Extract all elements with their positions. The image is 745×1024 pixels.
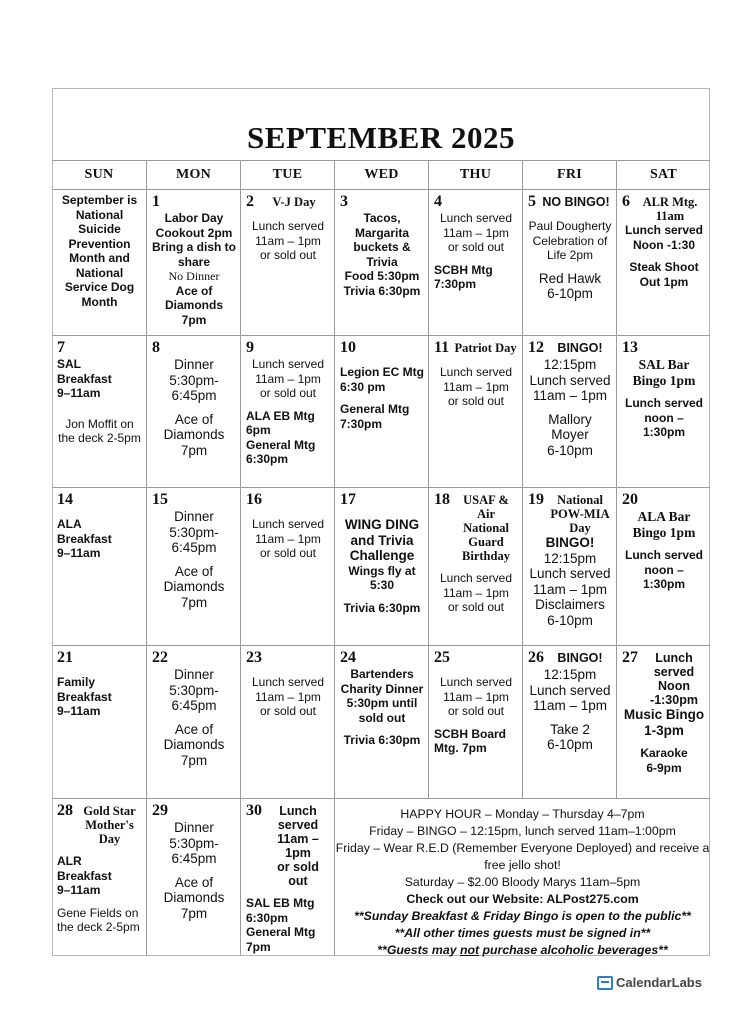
day-cell-header [340,193,424,211]
day-cell [146,487,240,645]
day-event-text: Dinner 5:30pm- 6:45pm [169,357,219,403]
day-event-text: Take 2 6-10pm [547,721,593,752]
day-event-text: Dinner 5:30pm- 6:45pm [169,509,219,555]
notes-box [334,798,710,956]
day-event-text: Lunch served 11am – 1pm or sold out [251,357,325,400]
spacer [57,409,142,417]
spacer [622,252,706,260]
day-cell-header [152,193,236,211]
day-event-title: Lunch served Noon -1:30pm [650,651,698,707]
day-cell-header [57,649,142,667]
spacer [57,846,142,854]
day-number: 29 [152,802,168,819]
day-cell-header [246,491,330,509]
spacer [246,667,330,675]
day-number: 24 [340,649,356,666]
spacer [246,888,330,896]
day-cell [428,189,522,335]
day-number: 22 [152,649,168,666]
day-cell [522,487,616,645]
day-cell-header [246,193,330,211]
spacer [152,867,236,875]
note-friday-red: Friday – Wear R.E.D (Remember Everyone Deployed) and receive a free jello shot! [335,841,710,872]
day-cell [616,335,710,487]
day-cell [334,645,428,798]
day-cell-header [622,339,706,357]
day-number: 4 [434,193,442,210]
day-cell-header [528,339,612,357]
day-event-text: 12:15pm Lunch served 11am – 1pm [529,357,611,403]
spacer [434,563,518,571]
spacer [152,714,236,722]
day-cell [240,487,334,645]
day-cell-header [622,193,706,223]
day-event-text: 12:15pm Lunch served 11am – 1pm [529,667,611,713]
day-cell [334,335,428,487]
day-event-text: Karaoke 6-9pm [640,746,688,775]
day-header-wed: WED [334,160,428,189]
day-event-text: Legion EC Mtg 6:30 pm [340,365,424,394]
day-event-text: Dinner 5:30pm- 6:45pm [169,667,219,713]
calendar-icon [597,976,613,990]
day-cell-header [246,649,330,667]
day-header-fri: FRI [522,160,616,189]
day-event-title: National POW-MIA Day [550,493,610,535]
day-number: 1 [152,193,160,210]
day-event-text: Lunch served noon – 1:30pm [624,548,704,591]
day-number: 28 [57,802,73,819]
spacer [434,719,518,727]
day-cell [616,487,710,645]
day-cell [428,335,522,487]
day-header-mon: MON [146,160,240,189]
day-number: 27 [622,649,638,666]
day-event-text: Dinner 5:30pm- 6:45pm [169,820,219,866]
spacer [434,667,518,675]
day-event-text: Lunch served 11am – 1pm or sold out [251,517,325,560]
day-header-sun: SUN [52,160,146,189]
day-event-text: ALR Breakfast 9–11am [57,854,112,897]
day-cell-header [434,491,518,563]
day-event-text: Gene Fields on the deck 2-5pm [57,905,140,934]
day-header-thu: THU [428,160,522,189]
day-event-text: Trivia 6:30pm [343,600,421,615]
spacer [340,394,424,402]
day-cell-header [434,193,518,211]
day-event-text: Lunch served 11am – 1pm or sold out [439,571,513,614]
day-cell-header [622,649,706,707]
day-event-text: September is National Suicide Prevention Month and National Service Dog Month [61,193,138,309]
spacer [434,255,518,263]
day-cell [52,645,146,798]
day-number: 15 [152,491,168,508]
day-cell [146,335,240,487]
day-cell-header [246,802,330,888]
day-event-text: Ace of Diamonds 7pm [163,411,225,458]
spacer [622,738,706,746]
spacer [434,357,518,365]
day-cell [428,645,522,798]
day-cell [616,645,710,798]
day-cell-header [434,339,518,357]
day-cell-header [528,649,612,667]
note-guests-signed: **All other times guests must be signed in** [394,926,651,940]
day-event-text: Music Bingo 1-3pm [623,707,705,738]
day-event-text: Lunch served 11am – 1pm or sold out [439,675,513,718]
day-cell-header [57,339,142,357]
day-event-text: Lunch served 11am – 1pm or sold out [251,675,325,718]
day-cell [240,189,334,335]
day-cell-header [152,802,236,820]
day-event-title: Lunch served 11am – 1pm or sold out [277,804,319,888]
day-event-title: ALR Mtg. 11am [642,195,698,223]
day-event-text: Ace of Diamonds 7pm [163,563,225,610]
day-number: 30 [246,802,262,819]
day-event-text: Lunch served 11am – 1pm or sold out [439,365,513,408]
day-cell-header [57,491,142,509]
day-number: 8 [152,339,160,356]
day-cell-header [340,649,424,667]
spacer [57,401,142,409]
day-cell-header [152,339,236,357]
day-event-text: Family Breakfast 9–11am [57,675,112,718]
day-event-text: Ace of Diamonds 7pm [164,283,223,327]
note-guests-suffix: purchase alcoholic beverages** [479,943,668,957]
note-guests-prefix: **Guests may [377,943,460,957]
day-number: 7 [57,339,65,356]
day-cell-header [528,491,612,535]
day-cell [240,335,334,487]
day-event-title: BINGO! [557,341,603,355]
day-event-text: ALA EB Mtg 6pm General Mtg 6:30pm [246,408,316,466]
day-number: 12 [528,339,544,356]
day-cell-header [57,802,142,846]
spacer [528,211,612,219]
spacer [57,509,142,517]
day-cell [146,798,240,956]
spacer [246,401,330,409]
day-event-text: Lunch served Noon -1:30 [624,223,704,252]
day-event-text: SAL EB Mtg 6:30pm General Mtg 7pm [246,896,316,954]
day-event-text: WING DING and Trivia Challenge [344,517,420,563]
day-event-text: SAL Bar Bingo 1pm [632,357,696,388]
day-number: 17 [340,491,356,508]
day-event-text: BINGO! [545,535,595,550]
spacer [340,509,424,517]
day-event-text: Lunch served 11am – 1pm or sold out [439,211,513,254]
day-event-title: USAF & Air National Guard Birthday [462,493,510,563]
day-cell [522,645,616,798]
day-cell-header [152,491,236,509]
day-cell-header [340,339,424,357]
day-event-text: Steak Shoot Out 1pm [629,260,699,289]
day-number: 20 [622,491,638,508]
day-event-text: Wings fly at 5:30 [348,563,416,592]
spacer [246,211,330,219]
day-cell-header [528,193,612,211]
note-saturday: Saturday – $2.00 Bloody Marys 11am–5pm [404,875,641,889]
day-number: 25 [434,649,450,666]
day-event-text: SCBH Mtg 7:30pm [434,262,493,291]
day-header-sat: SAT [616,160,710,189]
day-cell-header [622,491,706,509]
day-number: 3 [340,193,348,210]
spacer [528,404,612,412]
day-cell [52,487,146,645]
day-cell-header [152,649,236,667]
spacer [622,540,706,548]
spacer [152,556,236,564]
day-cell [428,487,522,645]
day-number: 10 [340,339,356,356]
day-number: 19 [528,491,544,508]
note-guests-alcohol [335,942,710,959]
day-event-text: Lunch served 11am – 1pm or sold out [251,219,325,262]
day-event-title: NO BINGO! [542,195,610,209]
spacer [57,898,142,906]
note-guests-not: not [459,943,480,957]
day-cell [616,189,710,335]
day-event-text: Jon Moffit on the deck 2-5pm [58,416,141,445]
spacer [152,404,236,412]
day-number: 18 [434,491,450,508]
day-cell [52,335,146,487]
day-number: 21 [57,649,73,666]
day-header-tue: TUE [240,160,334,189]
day-number: 2 [246,193,254,210]
day-event-text: Lunch served noon – 1:30pm [624,396,704,439]
day-event-text: Ace of Diamonds 7pm [163,874,225,921]
day-number: 14 [57,491,73,508]
note-public: **Sunday Breakfast & Friday Bingo is open to the public** [354,909,691,923]
day-event-text: Tacos, Margarita buckets & Trivia Food 5:30pm Trivia 6:30pm [343,211,421,298]
day-event-text: Paul Dougherty Celebration of Life 2pm [528,219,612,262]
day-cell-header [434,649,518,667]
day-event-text: Red Hawk 6-10pm [538,270,602,301]
day-event-text: ALA Breakfast 9–11am [57,517,112,560]
day-number: 26 [528,649,544,666]
day-event-text: 12:15pm Lunch served 11am – 1pm Disclaimers 6-10pm [529,550,611,628]
day-event-text: ALA Bar Bingo 1pm [632,509,696,540]
spacer [528,714,612,722]
note-friday-bingo: Friday – BINGO – 12:15pm, lunch served 11am–1:00pm [369,824,676,838]
day-cell [52,189,146,335]
page-title: SEPTEMBER 2025 [247,120,515,155]
day-number: 13 [622,339,638,356]
day-event-title: BINGO! [557,651,603,665]
day-number: 5 [528,193,536,210]
day-event-text: Labor Day Cookout 2pm Bring a dish to share [152,211,236,269]
spacer [246,509,330,517]
day-cell [334,487,428,645]
day-cell-header [340,491,424,509]
day-cell [52,798,146,956]
day-event-text: Bartenders Charity Dinner 5:30pm until sold out [340,667,424,725]
day-number: 16 [246,491,262,508]
day-cell [146,645,240,798]
day-cell [240,645,334,798]
day-number: 9 [246,339,254,356]
note-website: Check out our Website: ALPost275.com [406,892,639,906]
day-event-title: Gold Star Mother's Day [83,804,136,846]
day-cell [522,189,616,335]
day-cell [146,189,240,335]
day-event-text: General Mtg 7:30pm [340,402,410,431]
day-cell [522,335,616,487]
day-cell-header [246,339,330,357]
spacer [340,357,424,365]
spacer [622,388,706,396]
day-event-text: SCBH Board Mtg. 7pm [434,726,507,755]
day-cell [334,189,428,335]
spacer [528,263,612,271]
day-event-text: Trivia 6:30pm [343,733,421,747]
spacer [340,593,424,601]
day-number: 6 [622,193,630,210]
day-event-text: Mallory Moyer 6-10pm [547,411,593,458]
day-event-text: Ace of Diamonds 7pm [163,721,225,768]
note-happy-hour: HAPPY HOUR – Monday – Thursday 4–7pm [400,807,645,821]
logo-text: CalendarLabs [616,975,702,990]
spacer [340,725,424,733]
day-number: 23 [246,649,262,666]
day-number: 11 [434,339,450,356]
day-event-text: No Dinner [168,269,220,283]
day-cell [240,798,334,956]
day-event-title: V-J Day [272,195,316,209]
day-event-title: Patriot Day [454,341,517,355]
calendarlabs-logo [597,975,702,990]
calendar-grid [52,160,710,956]
day-event-text: SAL Breakfast 9–11am [57,357,112,400]
spacer [57,667,142,675]
